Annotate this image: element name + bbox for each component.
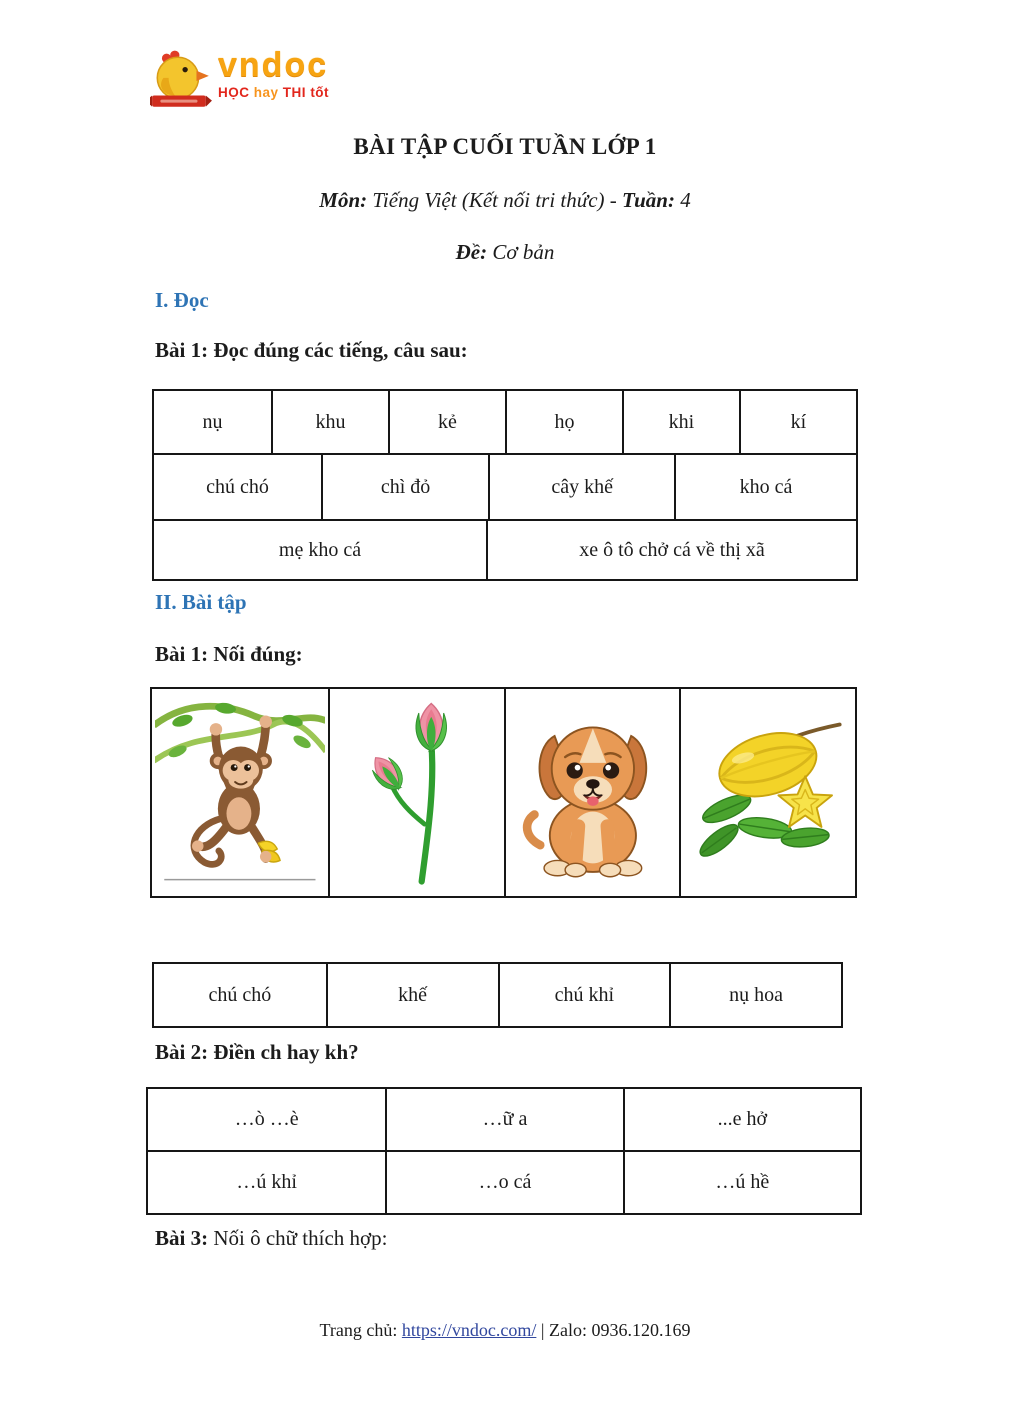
- reading-cell: họ: [505, 391, 622, 453]
- level-line: [0, 240, 1010, 265]
- star-fruit-illustration: [684, 692, 852, 893]
- fill-cell: …ú hề: [623, 1152, 860, 1213]
- picture-table-row: [152, 689, 855, 896]
- subject-line: [0, 188, 1010, 213]
- chick-mascot-icon: [150, 48, 212, 119]
- fill-cell: ...e hở: [623, 1089, 860, 1150]
- reading-table-row-3: [154, 519, 856, 579]
- section-1-heading: I. Đọc: [155, 288, 209, 312]
- fill-cell: …o cá: [385, 1152, 622, 1213]
- monkey-image: [152, 689, 328, 896]
- brand-wordmark: vndoc: [218, 46, 329, 84]
- subject-value: Tiếng Việt (Kết nối tri thức) -: [367, 188, 623, 212]
- reading-table-row-2: [154, 453, 856, 519]
- reading-cell: kho cá: [674, 455, 856, 519]
- word-cell: khế: [326, 964, 498, 1026]
- reading-table-row-1: [154, 391, 856, 453]
- connect-exercise-title: [155, 1226, 387, 1251]
- level-label: Đề:: [455, 240, 488, 264]
- reading-table: [152, 389, 858, 581]
- fill-cell: …ữ a: [385, 1089, 622, 1150]
- picture-table: [150, 687, 857, 898]
- week-value: 4: [674, 188, 691, 212]
- reading-exercise-title: Bài 1: Đọc đúng các tiếng, câu sau:: [155, 338, 468, 362]
- homepage-link[interactable]: https://vndoc.com/: [401, 1320, 537, 1340]
- monkey-illustration: [155, 692, 325, 893]
- reading-cell: kẻ: [388, 391, 505, 453]
- footer-prefix: Trang chủ:: [319, 1320, 402, 1340]
- brand-tagline: HỌC hay THI tốt: [218, 85, 330, 100]
- level-value: Cơ bản: [487, 240, 555, 264]
- page-footer: [0, 1320, 1010, 1341]
- page-title: BÀI TẬP CUỐI TUẦN LỚP 1: [353, 134, 657, 159]
- fill-table: [146, 1087, 862, 1215]
- fill-cell: …ò …è: [234, 1108, 299, 1130]
- fill-table-row-1: [148, 1089, 860, 1150]
- puppy-illustration: [509, 692, 677, 893]
- reading-cell: cây khế: [488, 455, 674, 519]
- fill-cell: …ú khỉ: [236, 1171, 297, 1193]
- word-cell: chú khỉ: [498, 964, 670, 1026]
- fill-exercise-title: Bài 2: Điền ch hay kh?: [155, 1040, 359, 1064]
- reading-cell: nụ: [202, 410, 223, 433]
- reading-cell: khu: [271, 391, 388, 453]
- puppy-image: [504, 689, 680, 896]
- reading-cell: kí: [739, 391, 856, 453]
- footer-suffix: | Zalo: 0936.120.169: [536, 1320, 691, 1340]
- reading-cell: xe ô tô chở cá về thị xã: [486, 521, 856, 579]
- star-fruit-image: [679, 689, 855, 896]
- connect-exercise-text: Nối ô chữ thích hợp:: [208, 1226, 388, 1250]
- flower-buds-image: [328, 689, 504, 896]
- reading-cell: khi: [622, 391, 739, 453]
- week-label: Tuần:: [622, 188, 675, 212]
- vndoc-logo: [150, 48, 329, 119]
- reading-cell: chú chó: [206, 475, 269, 498]
- reading-cell: mẹ kho cá: [278, 538, 362, 561]
- subject-label: Môn:: [319, 188, 368, 212]
- section-2-heading: II. Bài tập: [155, 590, 247, 614]
- fill-table-row-2: [148, 1150, 860, 1213]
- word-cell: nụ hoa: [669, 964, 841, 1026]
- matching-exercise-title: Bài 1: Nối đúng:: [155, 642, 303, 666]
- word-table: [152, 962, 843, 1028]
- word-table-row: [154, 964, 841, 1026]
- connect-exercise-label: Bài 3:: [155, 1226, 209, 1250]
- reading-cell: chì đỏ: [321, 455, 488, 519]
- word-cell: chú chó: [208, 983, 272, 1006]
- flower-buds-illustration: [333, 692, 501, 893]
